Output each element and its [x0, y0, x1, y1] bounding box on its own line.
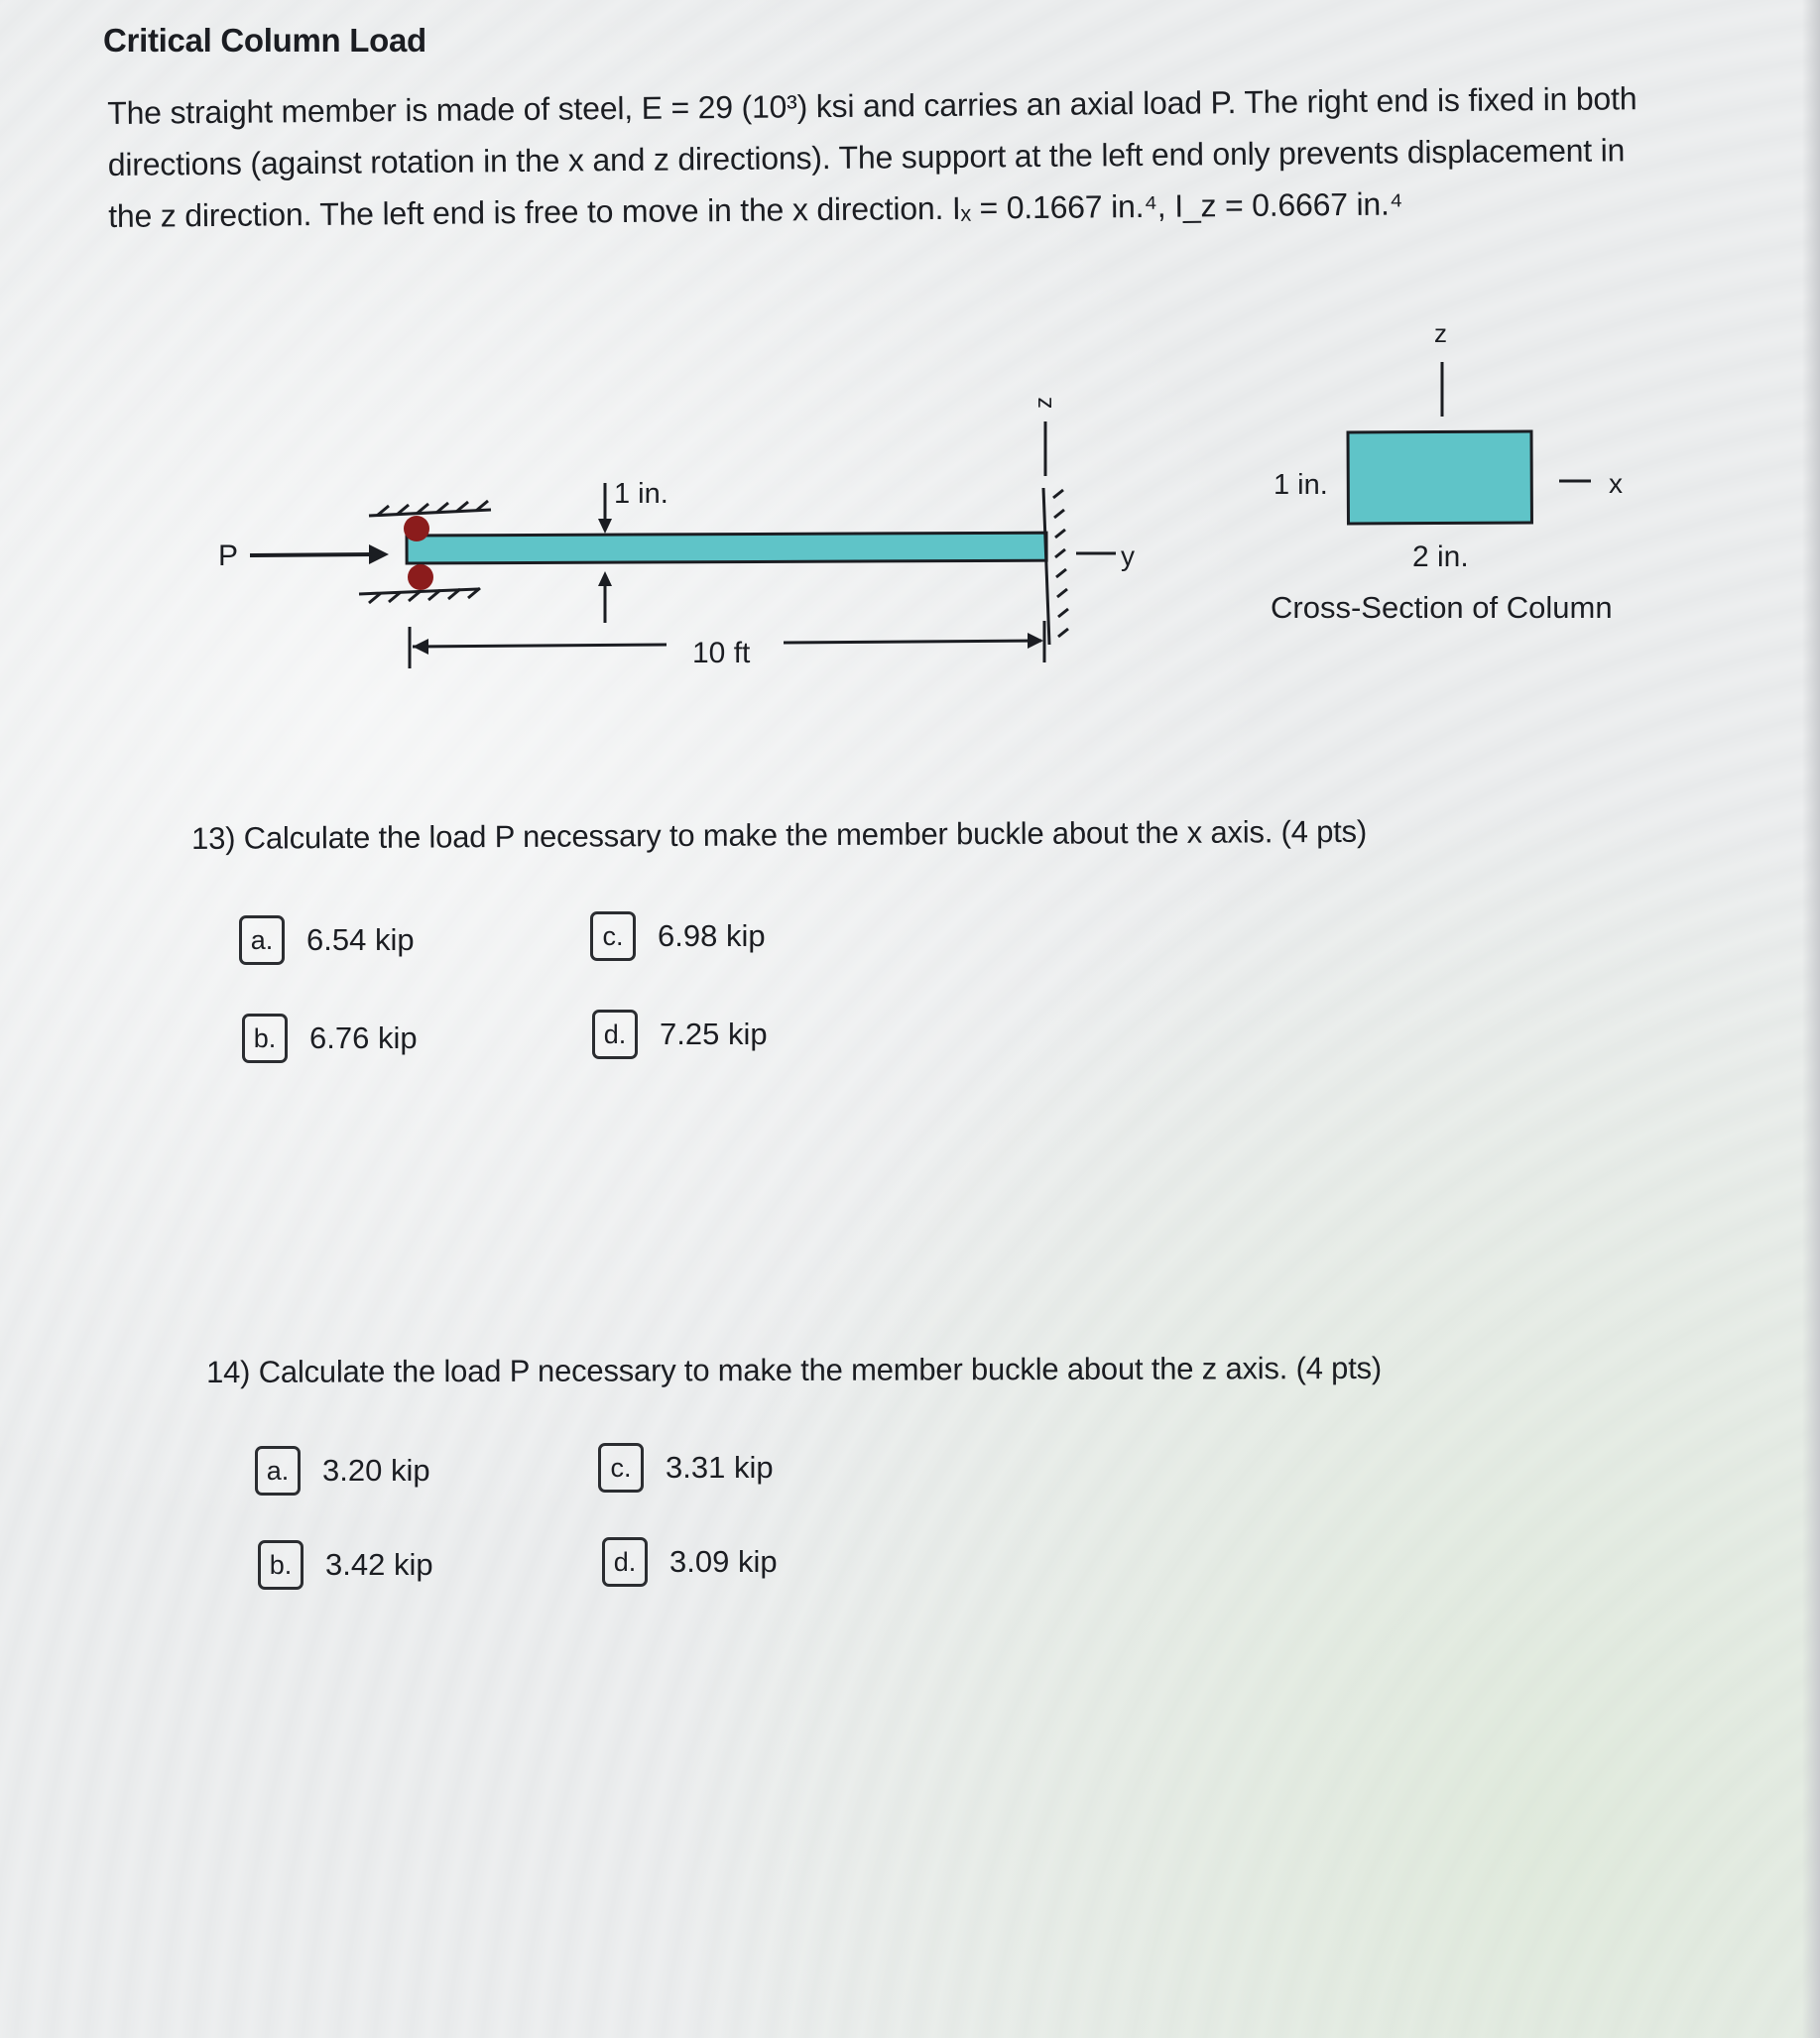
q14-option-a[interactable]	[255, 1446, 430, 1496]
q13-option-d-letter[interactable]: d.	[592, 1010, 638, 1059]
length-dim-line-left	[413, 645, 667, 647]
fixed-wall	[1043, 488, 1068, 645]
depth-arrow-bottom-head	[598, 571, 612, 586]
q14-option-c-letter[interactable]: c.	[598, 1443, 644, 1493]
length-dim-line-right	[784, 641, 1041, 643]
section-z-axis-label: z	[1434, 318, 1447, 348]
q14-option-b-answer: 3.42 kip	[325, 1547, 433, 1582]
q13-option-b[interactable]	[242, 1014, 418, 1063]
q14-option-d-answer: 3.09 kip	[669, 1544, 778, 1579]
beam	[407, 533, 1046, 563]
depth-label: 1 in.	[614, 478, 668, 510]
q13-option-a-answer: 6.54 kip	[306, 922, 415, 957]
cross-section	[1348, 431, 1531, 524]
length-dim-left-head	[413, 639, 428, 655]
load-arrow-head	[369, 544, 389, 564]
question-13-prompt: 13) Calculate the load P necessary to make the member buckle about the x axis. (4 pts)	[191, 813, 1368, 856]
question-14-prompt: 14) Calculate the load P necessary to make the member buckle about the z axis. (4 pts)	[206, 1350, 1383, 1389]
column-diagram	[0, 0, 1820, 893]
intro-line-1: The straight member is made of steel, E = 29 (10³) ksi and carries an axial load P. The right end is fixed in both	[107, 80, 1638, 131]
q14-option-a-answer: 3.20 kip	[322, 1453, 430, 1488]
length-dim-right-head	[1028, 633, 1043, 649]
q13-option-b-letter[interactable]: b.	[242, 1014, 288, 1063]
q13-option-c-answer: 6.98 kip	[658, 918, 766, 953]
q14-option-b-letter[interactable]: b.	[258, 1540, 303, 1590]
q14-option-d-letter[interactable]: d.	[602, 1537, 648, 1587]
q14-option-b[interactable]	[258, 1540, 433, 1590]
q14-option-c[interactable]	[598, 1443, 774, 1493]
load-label: P	[218, 539, 239, 572]
q13-option-c[interactable]	[590, 911, 766, 961]
roller-bottom	[408, 564, 433, 590]
section-height-label: 1 in.	[1274, 469, 1328, 501]
section-caption: Cross-Section of Column	[1271, 590, 1613, 625]
q14-option-a-letter[interactable]: a.	[255, 1446, 301, 1496]
q13-option-d[interactable]	[592, 1010, 768, 1059]
q14-option-c-answer: 3.31 kip	[666, 1450, 774, 1485]
intro-line-3: the z direction. The left end is free to move in the x direction. Iₓ = 0.1667 in.⁴, I_z = 0.6667 in.⁴	[108, 185, 1403, 234]
q13-option-c-letter[interactable]: c.	[590, 911, 636, 961]
depth-arrow-top-head	[598, 519, 612, 534]
beam-z-axis-label: z	[1031, 397, 1057, 409]
q13-option-b-answer: 6.76 kip	[309, 1020, 418, 1055]
q14-option-d[interactable]	[602, 1537, 778, 1587]
roller-top	[404, 516, 429, 541]
q13-option-a-letter[interactable]: a.	[239, 915, 285, 965]
load-arrow-shaft	[250, 554, 375, 555]
q13-option-d-answer: 7.25 kip	[660, 1017, 768, 1051]
left-support-bottom	[359, 588, 480, 603]
page-title: Critical Column Load	[103, 22, 426, 59]
section-x-axis-label: x	[1609, 468, 1623, 499]
length-label: 10 ft	[692, 637, 751, 669]
intro-line-2: directions (against rotation in the x and z directions). The support at the left end only prevents displacement in	[107, 132, 1626, 182]
beam-y-axis-label: y	[1121, 540, 1135, 571]
section-width-label: 2 in.	[1412, 540, 1469, 573]
left-support-top	[369, 501, 491, 516]
q13-option-a[interactable]	[239, 915, 415, 965]
